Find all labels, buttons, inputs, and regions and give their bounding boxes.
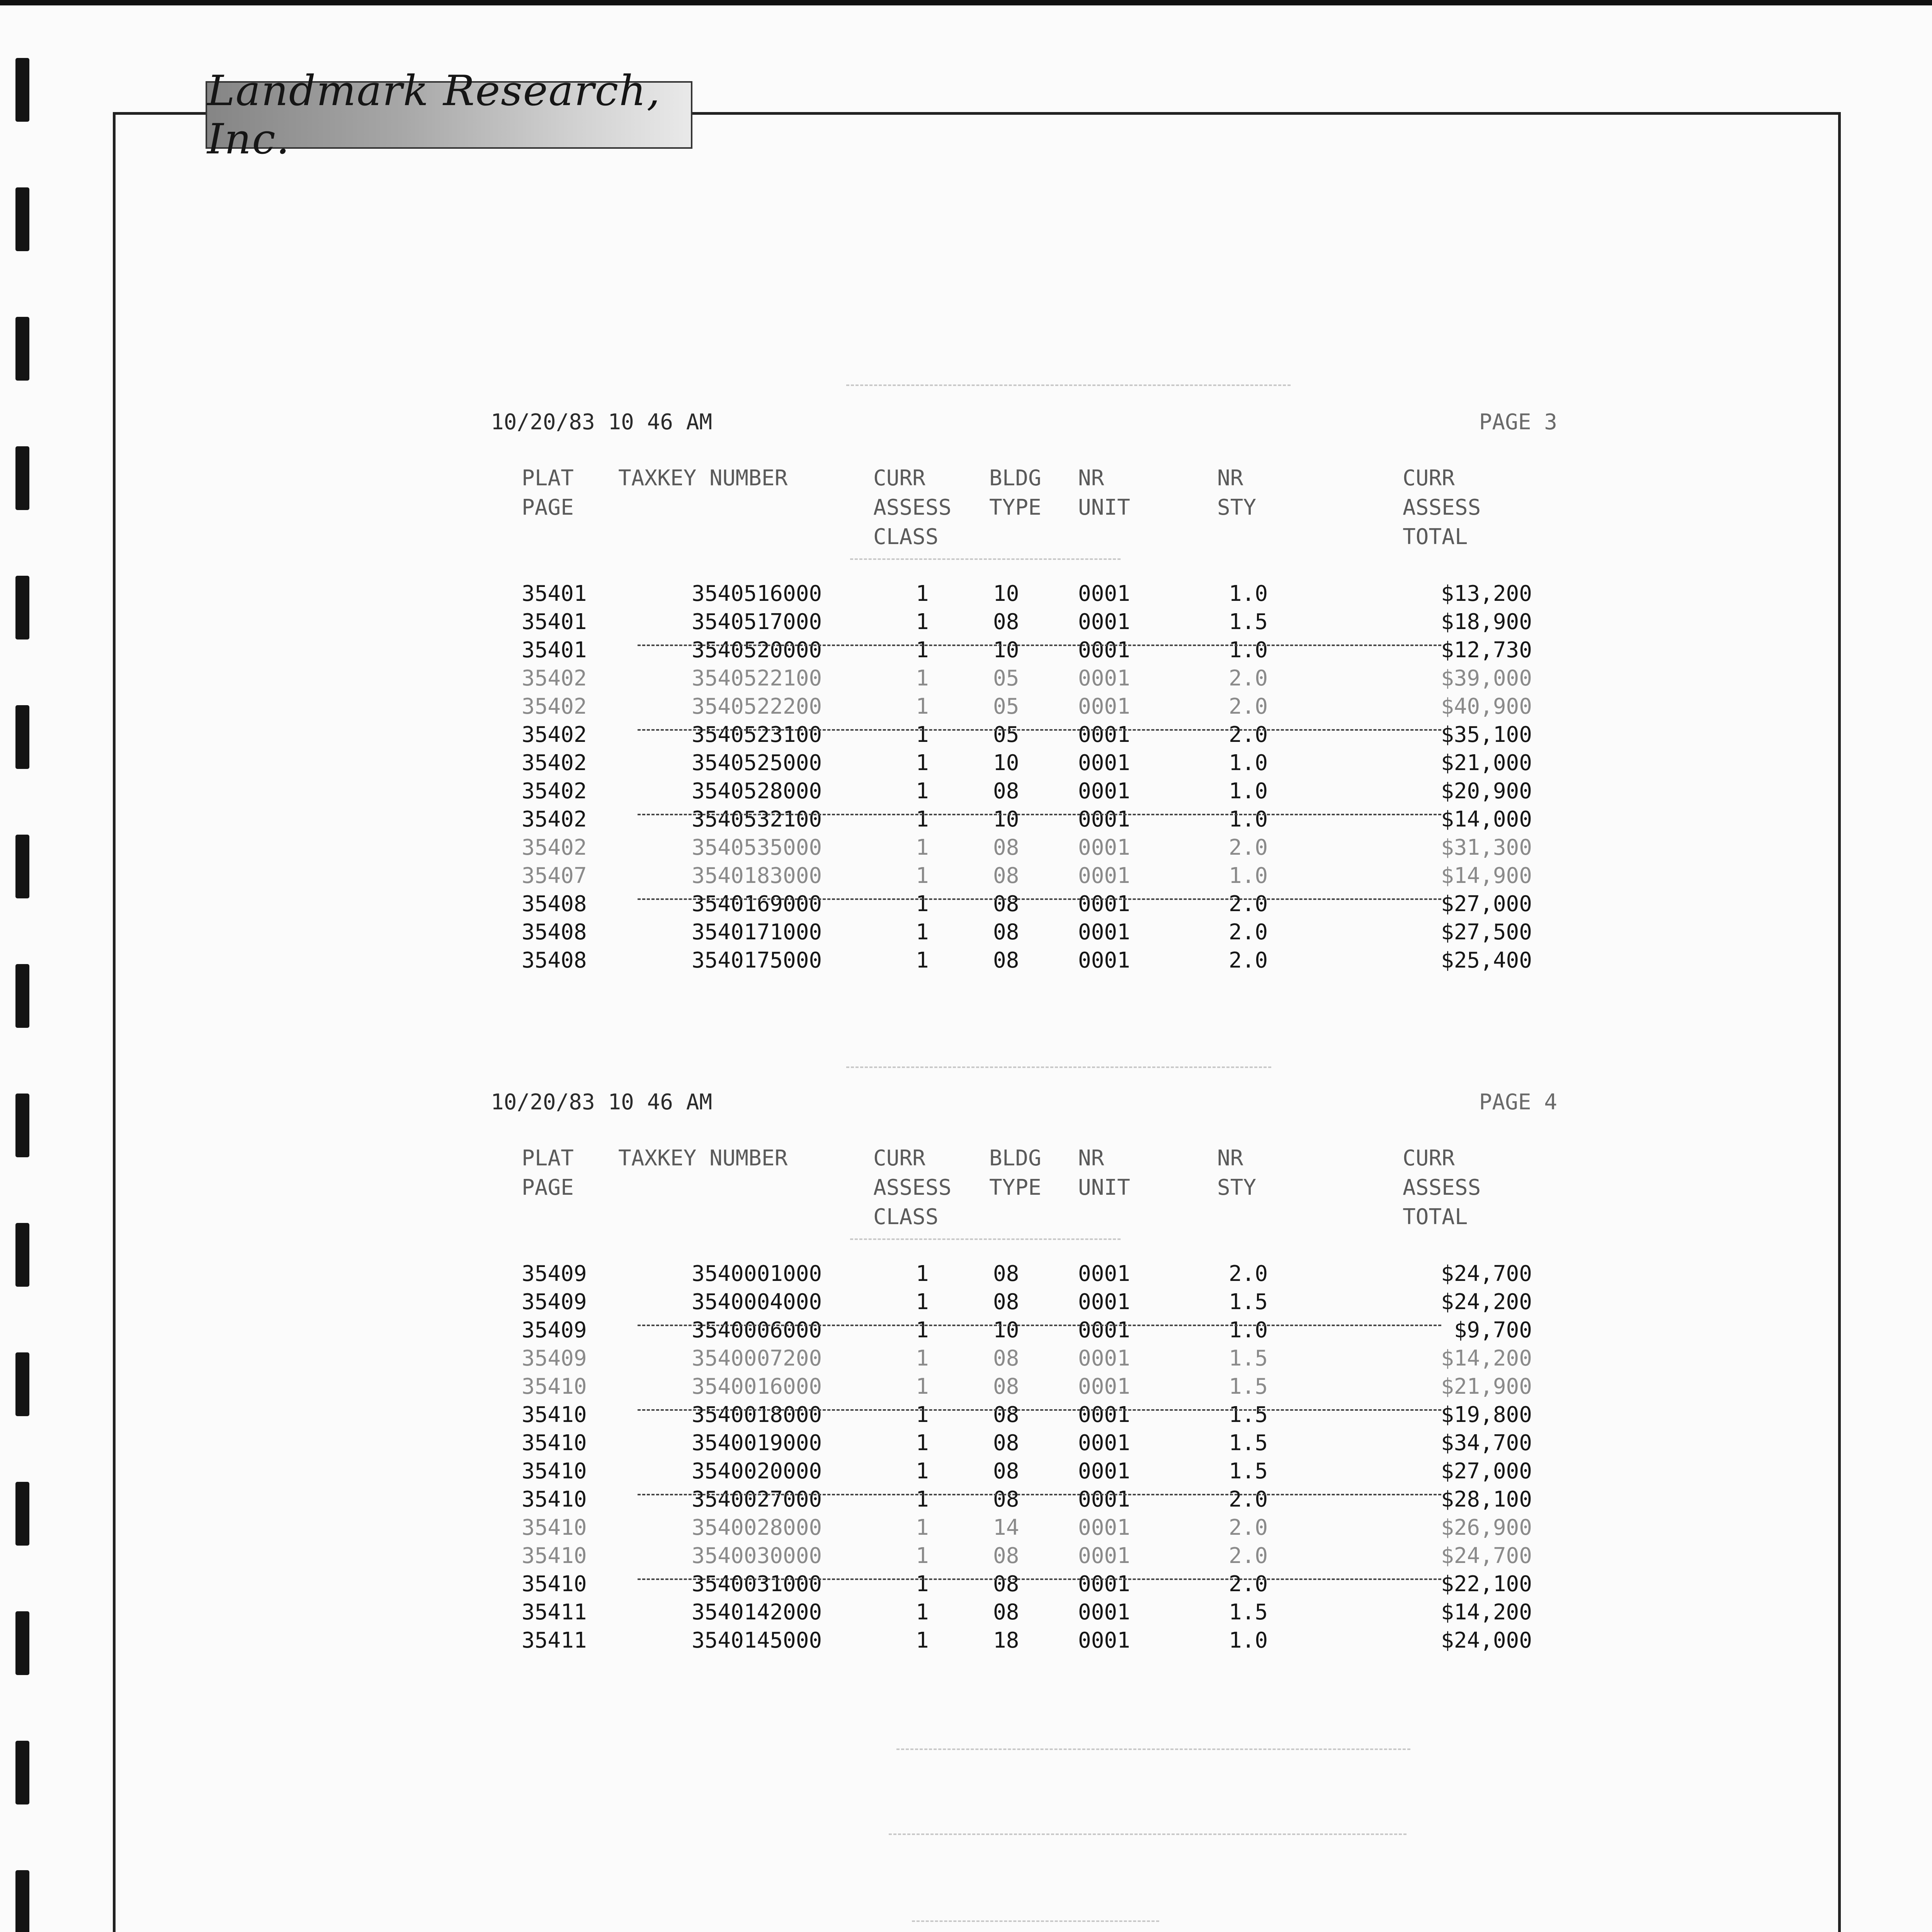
binder-hole xyxy=(15,1223,29,1287)
assess-total-cell: $14,000 xyxy=(1440,807,1532,832)
table-row xyxy=(491,721,1557,749)
report-page-4 xyxy=(491,1090,1557,1708)
column-header-nr-sty: NR STY xyxy=(1217,1146,1257,1200)
assess-total-cell: $24,200 xyxy=(1440,1289,1532,1315)
unit-cell: 0001 xyxy=(1078,920,1130,945)
table-row xyxy=(491,1542,1557,1570)
top-edge-rule xyxy=(0,0,1932,5)
unit-cell: 0001 xyxy=(1078,1515,1130,1540)
column-header-curr-assess-total: CURR ASSESS TOTAL xyxy=(1403,1146,1481,1230)
plat-page-cell: 35408 xyxy=(522,948,587,973)
taxkey-cell: 3540183000 xyxy=(692,863,822,888)
binder-hole xyxy=(15,446,29,510)
plat-page-cell: 35410 xyxy=(522,1430,587,1456)
table-row xyxy=(491,1372,1557,1401)
taxkey-cell: 3540030000 xyxy=(692,1543,822,1568)
assess-class-cell: 1 xyxy=(916,863,929,888)
story-cell: 1.5 xyxy=(1229,1600,1268,1625)
unit-cell: 0001 xyxy=(1078,1459,1130,1484)
taxkey-cell: 3540016000 xyxy=(692,1374,822,1399)
table-row xyxy=(491,636,1557,664)
table-row xyxy=(491,608,1557,636)
bldg-type-cell: 14 xyxy=(993,1515,1019,1540)
column-header-plat-page: PLAT PAGE xyxy=(522,466,574,520)
taxkey-cell: 3540175000 xyxy=(692,948,822,973)
story-cell: 2.0 xyxy=(1229,1571,1268,1597)
table-row xyxy=(491,1344,1557,1372)
story-cell: 1.0 xyxy=(1229,807,1268,832)
plat-page-cell: 35409 xyxy=(522,1289,587,1315)
taxkey-cell: 3540517000 xyxy=(692,609,822,634)
assess-class-cell: 1 xyxy=(916,694,929,719)
table-row xyxy=(491,805,1557,833)
taxkey-cell: 3540142000 xyxy=(692,1600,822,1625)
plat-page-cell: 35410 xyxy=(522,1459,587,1484)
assess-total-cell: $22,100 xyxy=(1440,1571,1532,1597)
plat-page-cell: 35409 xyxy=(522,1318,587,1343)
table-row xyxy=(491,1485,1557,1514)
story-cell: 2.0 xyxy=(1229,891,1268,917)
assess-total-cell: $27,000 xyxy=(1440,891,1532,917)
column-header-taxkey-number: TAXKEY NUMBER xyxy=(618,1146,788,1171)
bldg-type-cell: 05 xyxy=(993,722,1019,747)
assess-total-cell: $20,900 xyxy=(1440,779,1532,804)
table-row xyxy=(491,1598,1557,1626)
taxkey-cell: 3540523100 xyxy=(692,722,822,747)
binder-hole xyxy=(15,1741,29,1804)
table-row xyxy=(491,1288,1557,1316)
table-row xyxy=(491,1260,1557,1288)
assess-class-cell: 1 xyxy=(916,666,929,691)
assess-class-cell: 1 xyxy=(916,1571,929,1597)
unit-cell: 0001 xyxy=(1078,1346,1130,1371)
bldg-type-cell: 08 xyxy=(993,1346,1019,1371)
story-cell: 2.0 xyxy=(1229,666,1268,691)
header-rule xyxy=(850,1238,1121,1240)
bldg-type-cell: 10 xyxy=(993,581,1019,606)
column-header-bldg-type: BLDG TYPE xyxy=(989,466,1041,520)
taxkey-cell: 3540169000 xyxy=(692,891,822,917)
bldg-type-cell: 08 xyxy=(993,1487,1019,1512)
bldg-type-cell: 08 xyxy=(993,920,1019,945)
taxkey-cell: 3540027000 xyxy=(692,1487,822,1512)
story-cell: 2.0 xyxy=(1229,694,1268,719)
column-header-bldg-type: BLDG TYPE xyxy=(989,1146,1041,1200)
unit-cell: 0001 xyxy=(1078,1430,1130,1456)
unit-cell: 0001 xyxy=(1078,750,1130,776)
assess-class-cell: 1 xyxy=(916,1374,929,1399)
story-cell: 2.0 xyxy=(1229,948,1268,973)
bldg-type-cell: 10 xyxy=(993,1318,1019,1343)
plat-page-cell: 35410 xyxy=(522,1374,587,1399)
binder-hole xyxy=(15,964,29,1028)
plat-page-cell: 35411 xyxy=(522,1600,587,1625)
faint-separator-line xyxy=(896,1748,1410,1750)
assessment-table xyxy=(491,580,1557,975)
assess-class-cell: 1 xyxy=(916,638,929,663)
assess-class-cell: 1 xyxy=(916,807,929,832)
column-header-plat-page: PLAT PAGE xyxy=(522,1146,574,1200)
unit-cell: 0001 xyxy=(1078,1628,1130,1653)
unit-cell: 0001 xyxy=(1078,863,1130,888)
table-row xyxy=(491,1316,1557,1344)
bldg-type-cell: 08 xyxy=(993,948,1019,973)
table-row xyxy=(491,918,1557,946)
table-row xyxy=(491,1457,1557,1485)
table-row xyxy=(491,1570,1557,1598)
plat-page-cell: 35410 xyxy=(522,1571,587,1597)
binder-hole xyxy=(15,1352,29,1416)
report-date-time: 10/20/83 10 46 AM xyxy=(491,410,713,435)
bldg-type-cell: 08 xyxy=(993,835,1019,860)
taxkey-cell: 3540525000 xyxy=(692,750,822,776)
report-page-label: PAGE 3 xyxy=(1479,410,1557,435)
assess-total-cell: $9,700 xyxy=(1454,1318,1532,1343)
assess-class-cell: 1 xyxy=(916,1261,929,1286)
story-cell: 2.0 xyxy=(1229,722,1268,747)
bldg-type-cell: 08 xyxy=(993,779,1019,804)
column-header-curr-assess-total: CURR ASSESS TOTAL xyxy=(1403,466,1481,549)
taxkey-cell: 3540145000 xyxy=(692,1628,822,1653)
faint-separator-line xyxy=(889,1833,1406,1835)
assess-total-cell: $31,300 xyxy=(1440,835,1532,860)
binder-hole xyxy=(15,835,29,898)
plat-page-cell: 35409 xyxy=(522,1346,587,1371)
binder-hole xyxy=(15,58,29,122)
unit-cell: 0001 xyxy=(1078,1402,1130,1427)
table-row xyxy=(491,749,1557,777)
taxkey-cell: 3540532100 xyxy=(692,807,822,832)
assess-class-cell: 1 xyxy=(916,1289,929,1315)
story-cell: 1.0 xyxy=(1229,1318,1268,1343)
unit-cell: 0001 xyxy=(1078,1318,1130,1343)
assess-class-cell: 1 xyxy=(916,1600,929,1625)
assess-class-cell: 1 xyxy=(916,1515,929,1540)
unit-cell: 0001 xyxy=(1078,638,1130,663)
unit-cell: 0001 xyxy=(1078,1374,1130,1399)
table-row xyxy=(491,664,1557,692)
unit-cell: 0001 xyxy=(1078,1543,1130,1568)
assess-class-cell: 1 xyxy=(916,581,929,606)
assess-total-cell: $14,900 xyxy=(1440,863,1532,888)
story-cell: 1.0 xyxy=(1229,581,1268,606)
binder-holes xyxy=(15,58,31,1932)
unit-cell: 0001 xyxy=(1078,1571,1130,1597)
story-cell: 1.0 xyxy=(1229,1628,1268,1653)
assess-class-cell: 1 xyxy=(916,1459,929,1484)
story-cell: 1.0 xyxy=(1229,750,1268,776)
assess-class-cell: 1 xyxy=(916,835,929,860)
unit-cell: 0001 xyxy=(1078,891,1130,917)
binder-hole xyxy=(15,1611,29,1675)
assess-class-cell: 1 xyxy=(916,1430,929,1456)
bldg-type-cell: 10 xyxy=(993,807,1019,832)
assess-class-cell: 1 xyxy=(916,948,929,973)
binder-hole xyxy=(15,1094,29,1157)
story-cell: 1.0 xyxy=(1229,638,1268,663)
unit-cell: 0001 xyxy=(1078,835,1130,860)
assessment-table xyxy=(491,1260,1557,1655)
assess-total-cell: $19,800 xyxy=(1440,1402,1532,1427)
faint-separator-line xyxy=(846,384,1291,386)
plat-page-cell: 35410 xyxy=(522,1487,587,1512)
story-cell: 1.0 xyxy=(1229,863,1268,888)
story-cell: 1.5 xyxy=(1229,1346,1268,1371)
story-cell: 2.0 xyxy=(1229,1515,1268,1540)
bldg-type-cell: 08 xyxy=(993,891,1019,917)
column-header-curr-assess-class: CURR ASSESS CLASS xyxy=(873,1146,952,1230)
plat-page-cell: 35402 xyxy=(522,807,587,832)
taxkey-cell: 3540018000 xyxy=(692,1402,822,1427)
bldg-type-cell: 10 xyxy=(993,638,1019,663)
unit-cell: 0001 xyxy=(1078,609,1130,634)
table-row xyxy=(491,833,1557,862)
unit-cell: 0001 xyxy=(1078,1261,1130,1286)
bldg-type-cell: 05 xyxy=(993,666,1019,691)
taxkey-cell: 3540522100 xyxy=(692,666,822,691)
binder-hole xyxy=(15,187,29,251)
unit-cell: 0001 xyxy=(1078,948,1130,973)
plat-page-cell: 35402 xyxy=(522,779,587,804)
assess-total-cell: $14,200 xyxy=(1440,1600,1532,1625)
assess-class-cell: 1 xyxy=(916,1346,929,1371)
assess-total-cell: $18,900 xyxy=(1440,609,1532,634)
column-header-taxkey-number: TAXKEY NUMBER xyxy=(618,466,788,491)
assess-total-cell: $24,000 xyxy=(1440,1628,1532,1653)
report-page-3 xyxy=(491,410,1557,1028)
table-row xyxy=(491,1626,1557,1655)
assess-total-cell: $26,900 xyxy=(1440,1515,1532,1540)
unit-cell: 0001 xyxy=(1078,779,1130,804)
column-header-curr-assess-class: CURR ASSESS CLASS xyxy=(873,466,952,549)
bldg-type-cell: 08 xyxy=(993,609,1019,634)
bldg-type-cell: 08 xyxy=(993,1459,1019,1484)
assess-total-cell: $28,100 xyxy=(1440,1487,1532,1512)
table-row xyxy=(491,1514,1557,1542)
bldg-type-cell: 08 xyxy=(993,1402,1019,1427)
report-date-time: 10/20/83 10 46 AM xyxy=(491,1090,713,1115)
binder-hole xyxy=(15,705,29,769)
header-rule xyxy=(850,558,1121,560)
taxkey-cell: 3540019000 xyxy=(692,1430,822,1456)
plat-page-cell: 35402 xyxy=(522,750,587,776)
plat-page-cell: 35408 xyxy=(522,891,587,917)
bldg-type-cell: 10 xyxy=(993,750,1019,776)
plat-page-cell: 35401 xyxy=(522,609,587,634)
story-cell: 1.5 xyxy=(1229,1430,1268,1456)
assess-total-cell: $24,700 xyxy=(1440,1543,1532,1568)
faint-separator-line xyxy=(912,1920,1159,1922)
assess-total-cell: $35,100 xyxy=(1440,722,1532,747)
story-cell: 1.5 xyxy=(1229,1374,1268,1399)
taxkey-cell: 3540004000 xyxy=(692,1289,822,1315)
story-cell: 2.0 xyxy=(1229,1543,1268,1568)
assess-class-cell: 1 xyxy=(916,1543,929,1568)
plat-page-cell: 35402 xyxy=(522,835,587,860)
unit-cell: 0001 xyxy=(1078,666,1130,691)
unit-cell: 0001 xyxy=(1078,1487,1130,1512)
bldg-type-cell: 08 xyxy=(993,863,1019,888)
story-cell: 1.5 xyxy=(1229,609,1268,634)
report-page-label: PAGE 4 xyxy=(1479,1090,1557,1115)
taxkey-cell: 3540171000 xyxy=(692,920,822,945)
assess-total-cell: $12,730 xyxy=(1440,638,1532,663)
table-row xyxy=(491,1401,1557,1429)
assess-class-cell: 1 xyxy=(916,779,929,804)
taxkey-cell: 3540528000 xyxy=(692,779,822,804)
binder-hole xyxy=(15,576,29,639)
assess-class-cell: 1 xyxy=(916,750,929,776)
company-logo: Landmark Research, Inc. xyxy=(206,81,692,149)
plat-page-cell: 35410 xyxy=(522,1543,587,1568)
plat-page-cell: 35411 xyxy=(522,1628,587,1653)
table-row xyxy=(491,890,1557,918)
bldg-type-cell: 08 xyxy=(993,1374,1019,1399)
table-row xyxy=(491,777,1557,805)
taxkey-cell: 3540520000 xyxy=(692,638,822,663)
column-header-nr-unit: NR UNIT xyxy=(1078,1146,1130,1200)
plat-page-cell: 35401 xyxy=(522,638,587,663)
taxkey-cell: 3540028000 xyxy=(692,1515,822,1540)
plat-page-cell: 35409 xyxy=(522,1261,587,1286)
taxkey-cell: 3540522200 xyxy=(692,694,822,719)
table-row xyxy=(491,862,1557,890)
plat-page-cell: 35408 xyxy=(522,920,587,945)
assess-class-cell: 1 xyxy=(916,1402,929,1427)
story-cell: 1.5 xyxy=(1229,1459,1268,1484)
assess-class-cell: 1 xyxy=(916,722,929,747)
binder-hole xyxy=(15,1870,29,1932)
unit-cell: 0001 xyxy=(1078,1600,1130,1625)
plat-page-cell: 35410 xyxy=(522,1515,587,1540)
unit-cell: 0001 xyxy=(1078,1289,1130,1315)
table-row xyxy=(491,946,1557,975)
assess-class-cell: 1 xyxy=(916,1487,929,1512)
taxkey-cell: 3540516000 xyxy=(692,581,822,606)
assess-class-cell: 1 xyxy=(916,920,929,945)
column-header-nr-unit: NR UNIT xyxy=(1078,466,1130,520)
bldg-type-cell: 08 xyxy=(993,1430,1019,1456)
taxkey-cell: 3540535000 xyxy=(692,835,822,860)
story-cell: 2.0 xyxy=(1229,1261,1268,1286)
taxkey-cell: 3540031000 xyxy=(692,1571,822,1597)
plat-page-cell: 35410 xyxy=(522,1402,587,1427)
assess-class-cell: 1 xyxy=(916,1318,929,1343)
table-row xyxy=(491,692,1557,721)
assess-total-cell: $27,000 xyxy=(1440,1459,1532,1484)
bldg-type-cell: 08 xyxy=(993,1261,1019,1286)
story-cell: 1.0 xyxy=(1229,779,1268,804)
taxkey-cell: 3540007200 xyxy=(692,1346,822,1371)
assess-total-cell: $25,400 xyxy=(1440,948,1532,973)
plat-page-cell: 35407 xyxy=(522,863,587,888)
unit-cell: 0001 xyxy=(1078,807,1130,832)
assess-total-cell: $39,000 xyxy=(1440,666,1532,691)
assess-total-cell: $34,700 xyxy=(1440,1430,1532,1456)
bldg-type-cell: 05 xyxy=(993,694,1019,719)
bldg-type-cell: 08 xyxy=(993,1600,1019,1625)
binder-hole xyxy=(15,1482,29,1546)
assess-total-cell: $13,200 xyxy=(1440,581,1532,606)
unit-cell: 0001 xyxy=(1078,581,1130,606)
column-header-nr-sty: NR STY xyxy=(1217,466,1257,520)
assess-total-cell: $21,900 xyxy=(1440,1374,1532,1399)
table-row xyxy=(491,580,1557,608)
assess-class-cell: 1 xyxy=(916,891,929,917)
binder-hole xyxy=(15,317,29,381)
plat-page-cell: 35402 xyxy=(522,722,587,747)
taxkey-cell: 3540020000 xyxy=(692,1459,822,1484)
bldg-type-cell: 08 xyxy=(993,1571,1019,1597)
assess-total-cell: $27,500 xyxy=(1440,920,1532,945)
taxkey-cell: 3540001000 xyxy=(692,1261,822,1286)
plat-page-cell: 35401 xyxy=(522,581,587,606)
bldg-type-cell: 18 xyxy=(993,1628,1019,1653)
faint-separator-line xyxy=(846,1066,1271,1068)
assess-class-cell: 1 xyxy=(916,609,929,634)
bldg-type-cell: 08 xyxy=(993,1289,1019,1315)
assess-class-cell: 1 xyxy=(916,1628,929,1653)
table-row xyxy=(491,1429,1557,1457)
assess-total-cell: $40,900 xyxy=(1440,694,1532,719)
story-cell: 2.0 xyxy=(1229,920,1268,945)
story-cell: 2.0 xyxy=(1229,1487,1268,1512)
unit-cell: 0001 xyxy=(1078,722,1130,747)
unit-cell: 0001 xyxy=(1078,694,1130,719)
assess-total-cell: $24,700 xyxy=(1440,1261,1532,1286)
assess-total-cell: $14,200 xyxy=(1440,1346,1532,1371)
taxkey-cell: 3540006000 xyxy=(692,1318,822,1343)
story-cell: 1.5 xyxy=(1229,1289,1268,1315)
plat-page-cell: 35402 xyxy=(522,694,587,719)
plat-page-cell: 35402 xyxy=(522,666,587,691)
bldg-type-cell: 08 xyxy=(993,1543,1019,1568)
assess-total-cell: $21,000 xyxy=(1440,750,1532,776)
story-cell: 2.0 xyxy=(1229,835,1268,860)
story-cell: 1.5 xyxy=(1229,1402,1268,1427)
